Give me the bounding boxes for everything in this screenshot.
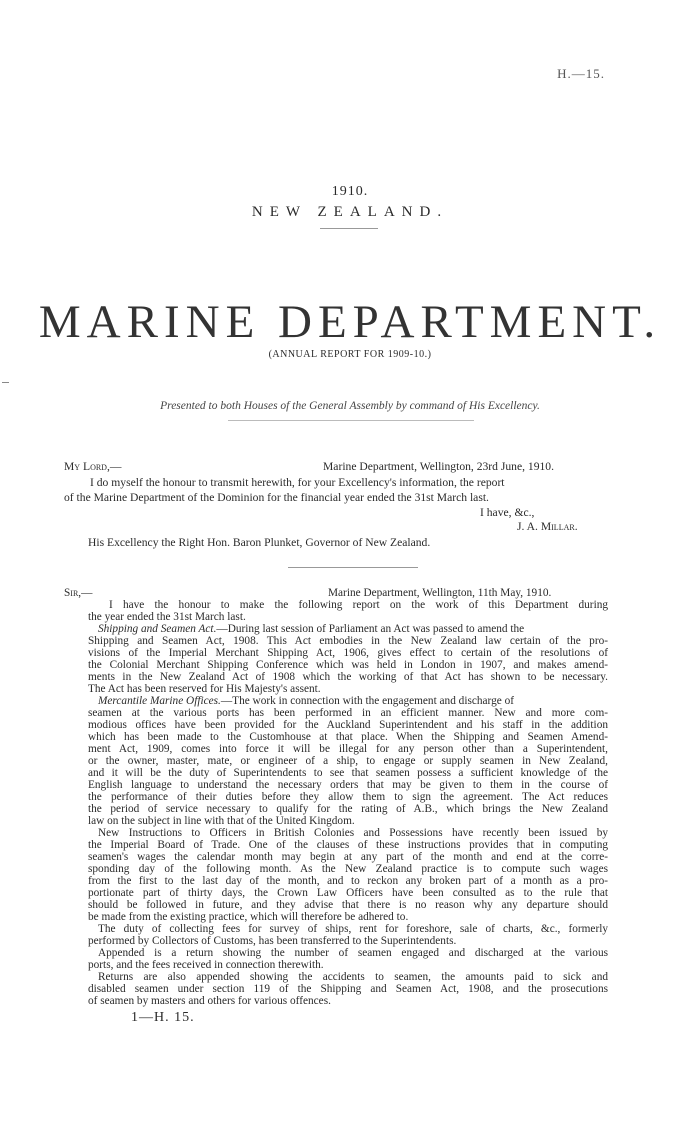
- report-line: Shipping and Seamen Act, 1908. This Act embodies in the New Zealand law certain of the pro-: [88, 635, 608, 647]
- report-line: of seamen by masters and others for various offences.: [88, 995, 331, 1007]
- page-footer-code: 1—H. 15.: [131, 1010, 195, 1025]
- report-line: the Colonial Merchant Shipping Conference which was held in London in 1907, and makes amend-: [88, 659, 608, 671]
- document-subtitle: (ANNUAL REPORT FOR 1909-10.): [268, 349, 432, 360]
- report-line: [98, 695, 608, 707]
- report-text: —The work in connection with the engagement and discharge of: [220, 695, 514, 707]
- report-line: The Act has been reserved for His Majesty's assent.: [88, 683, 321, 695]
- report-line: the Imperial Board of Trade. One of the clauses of these instructions provides that in computing: [88, 839, 608, 851]
- report-line: or the owner, master, mate, or engineer of a ship, to engage or supply seamen in New Zealand,: [88, 755, 608, 767]
- country-heading: NEW ZEALAND.: [251, 204, 449, 220]
- divider: [228, 420, 474, 421]
- report-line: be made from the existing practice, which will therefore be adhered to.: [88, 911, 409, 923]
- page-reference: H.—15.: [557, 66, 605, 81]
- signature: J. A. Millar.: [517, 520, 578, 533]
- dateline: Marine Department, Wellington, 11th May, 1910.: [328, 587, 552, 599]
- publication-year: 1910.: [331, 184, 369, 199]
- report-line: visions of the Imperial Merchant Shipping Act, 1906, gives effect to certain of the resolutions of: [88, 647, 608, 659]
- report-line: ment Act, 1909, comes into force it will be illegal for any person other than a Superintendent,: [88, 743, 608, 755]
- report-line: English language to understand the necessary orders that may be given to them in the course of: [88, 779, 608, 791]
- salutation: My Lord,—: [64, 460, 122, 473]
- report-line: should be followed in future, and they advise that there is no reason why any departure should: [88, 899, 608, 911]
- letter-line: I do myself the honour to transmit herewith, for your Excellency's information, the report: [90, 476, 505, 489]
- report-line: performed by Collectors of Customs, has been transferred to the Superintendents.: [88, 935, 457, 947]
- report-text: —During last session of Parliament an Act was passed to amend the: [216, 623, 525, 635]
- report-line: New Instructions to Officers in British Colonies and Possessions have recently been issued by: [98, 827, 608, 839]
- divider: [288, 567, 418, 568]
- document-title: MARINE DEPARTMENT.: [38, 296, 662, 348]
- report-line: Appended is a return showing the number of seamen engaged and discharged at the various: [98, 947, 608, 959]
- report-line: modious offices have been provided for the Auckland Superintendent and his staff in the addition: [88, 719, 608, 731]
- report-line: disabled seamen under section 119 of the Shipping and Seamen Act, 1908, and the prosecutions: [88, 983, 608, 995]
- addressee: His Excellency the Right Hon. Baron Plunket, Governor of New Zealand.: [88, 536, 431, 549]
- report-line: I have the honour to make the following report on the work of this Department during: [109, 599, 608, 611]
- presented-line: Presented to both Houses of the General Assembly by command of His Excellency.: [160, 400, 540, 412]
- report-line: portionate part of thirty days, the Crown Law Officers have been consulted as to the rule that: [88, 887, 608, 899]
- margin-mark: [2, 382, 9, 383]
- report-line: the year ended the 31st March last.: [88, 611, 246, 623]
- section-heading: Mercantile Marine Offices.: [98, 695, 221, 707]
- section-heading: Shipping and Seamen Act.: [98, 623, 217, 635]
- report-line: [98, 623, 608, 635]
- report-line: sponding day of the following month. As the New Zealand practice is to compute such wages: [88, 863, 608, 875]
- report-line: ports, and the fees received in connection therewith.: [88, 959, 324, 971]
- salutation: Sir,—: [64, 587, 93, 599]
- closing: I have, &c.,: [480, 506, 535, 519]
- report-line: from the first to the last day of the month, and to reckon any broken part of a month as a pro-: [88, 875, 608, 887]
- report-line: The duty of collecting fees for survey of ships, rent for foreshore, sale of charts, &c., formerly: [98, 923, 608, 935]
- divider: [320, 228, 378, 229]
- report-line: Returns are also appended showing the accidents to seamen, the amounts paid to sick and: [98, 971, 608, 983]
- report-line: the period of service necessary to qualify for the rating of A.B., which brings the New Zealand: [88, 803, 608, 815]
- report-line: ments in the New Zealand Act of 1908 which the working of that Act has shown to be necessary.: [88, 671, 608, 683]
- report-line: seamen at the various ports has been performed in an efficient manner. New and more com-: [88, 707, 608, 719]
- report-line: law on the subject in line with that of the United Kingdom.: [88, 815, 355, 827]
- letter-line: of the Marine Department of the Dominion for the financial year ended the 31st March last.: [64, 491, 489, 504]
- report-line: which has been made to the Customhouse at that place. When the Shipping and Seamen Amend-: [88, 731, 608, 743]
- dateline: Marine Department, Wellington, 23rd June, 1910.: [323, 460, 555, 473]
- report-line: and it will be the duty of Superintendents to see that seamen possess a sufficient knowledge of the: [88, 767, 608, 779]
- report-line: the performance of their duties before they allow them to sign the agreement. The Act reduces: [88, 791, 608, 803]
- report-line: seamen's wages the calendar month may begin at any part of the month and end at the corre-: [88, 851, 608, 863]
